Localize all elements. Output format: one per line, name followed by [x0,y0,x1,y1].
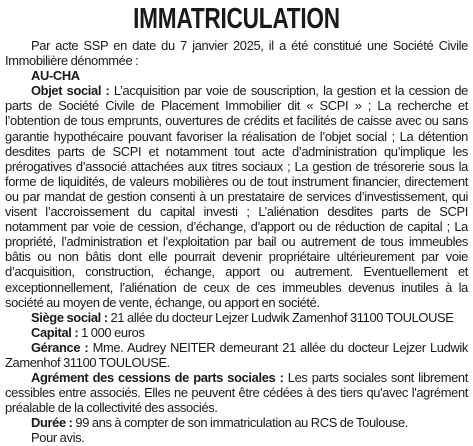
company-name-paragraph [5,68,468,83]
siege-social-label: Siège social : [31,309,108,325]
agrement-paragraph [5,370,468,415]
objet-social-label: Objet social : [31,83,110,99]
duree-paragraph [5,415,468,430]
intro-paragraph: Par acte SSP en date du 7 janvier 2025, il a été constitué une Société Civile Immobilière dénommée : [5,38,468,69]
gerance-label: Gérance : [31,339,89,355]
siege-social-paragraph [5,310,468,325]
gerance-paragraph [5,340,468,370]
duree-text: 99 ans à compter de son immatriculation au RCS de Toulouse. [72,415,409,431]
agrement-text: Les parts sociales sont librement cessibles entre associés. Elles ne peuvent être cédées à des tiers qu'avec l'agrément préalable de la collectivité des associés. [5,370,468,416]
company-name: AU-CHA [31,68,80,84]
notice-body [5,38,468,446]
siege-social-text: 21 allée du docteur Lejzer Ludwik Zamenhof 31100 TOULOUSE [107,309,454,325]
agrement-label: Agrément des cessions de parts sociales : [31,370,284,386]
capital-paragraph [5,325,468,340]
duree-label: Durée : [31,415,73,431]
capital-text: 1 000 euros [78,324,145,340]
capital-label: Capital : [31,324,79,340]
closing-paragraph: Pour avis. [31,430,85,446]
objet-social-paragraph [5,83,468,309]
notice-title: IMMATRICULATION [133,3,340,35]
objet-social-text: L’acquisition par voie de souscription, la gestion et la cession de parts de Société Civile de Placement Immobilier dit « SCPI » ; La recherche et l’obtention de tous emprunts, ouvertures de crédits et facilités de caisse avec ou sans garantie hypothécaire pouvant favoriser la réalisation de l’objet social ; La détention desdites parts de SCPI et notamment tout acte d’administration qu’implique les prérogatives d’associé attachées aux titres sociaux ; La gestion de trésorerie sous la forme de liquidités, de valeurs mobilières ou de tout instrument financier, directement ou par mandat de gestion consenti à un prestataire de services d’investissement, qui visent l’accroissement du capital investi ; L’aliénation desdites parts de SCPI notamment par voie de cession, d’échange, d’apport ou de réduction de capital ; La propriété, l’administration et l’exploitation par bail ou autrement de tous immeubles bâtis ou non bâtis dont elle pourrait devenir propriétaire ultérieurement par voie d’acquisition, construction, échange, apport ou autrement. Eventuellement et exceptionnellement, l’aliénation de ceux de ces immeubles devenus inutiles à la société au moyen de vente, échange, ou apport en société. [5,83,468,310]
gerance-text: Mme. Audrey NEITER demeurant 21 allée du docteur Lejzer Ludwik Zamenhof 31100 TOULOUSE. [5,339,468,370]
